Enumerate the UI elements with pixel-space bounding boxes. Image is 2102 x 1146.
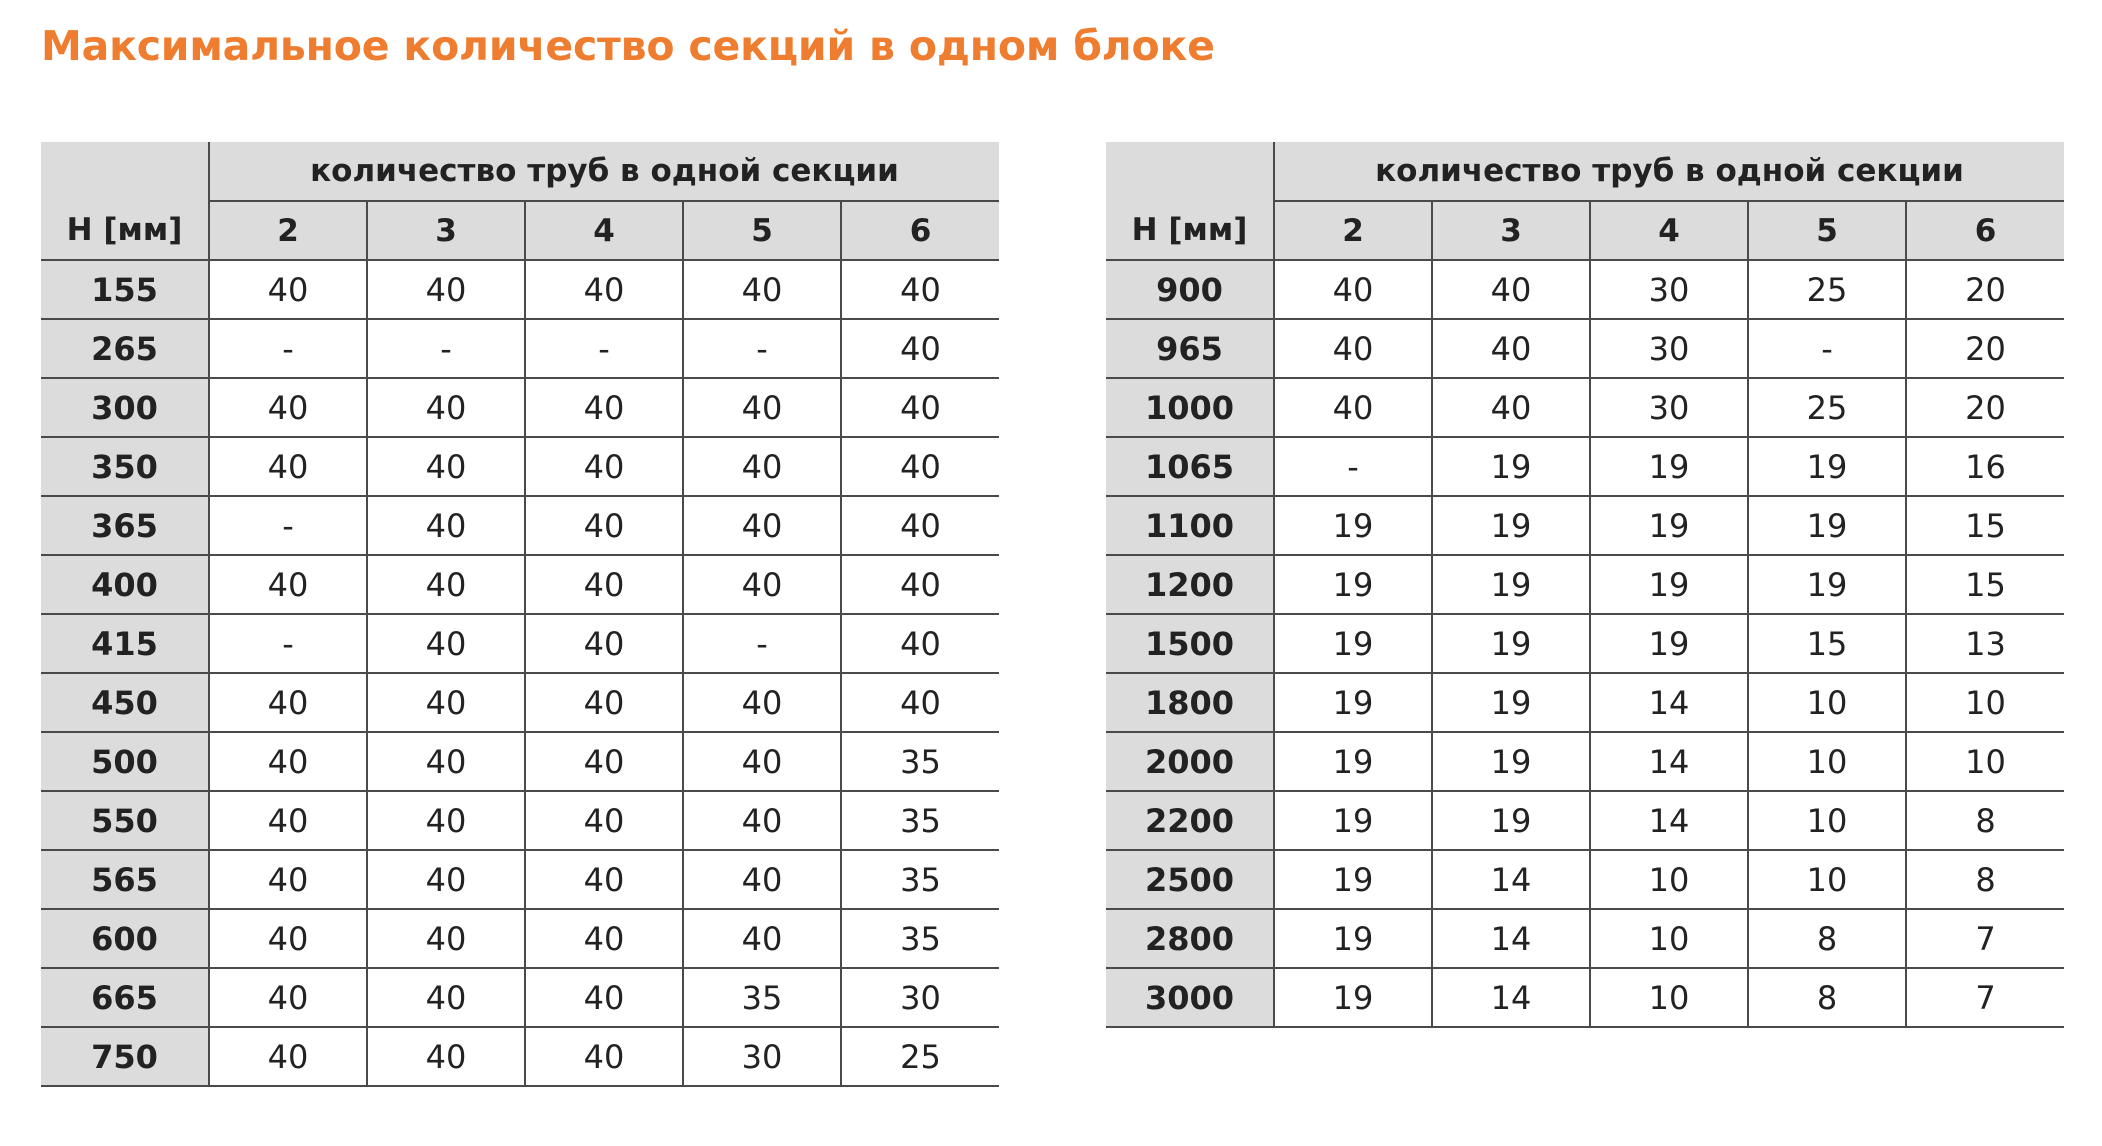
value-cell: 14 bbox=[1590, 673, 1748, 732]
value-cell: 40 bbox=[525, 614, 683, 673]
value-cell: 19 bbox=[1432, 614, 1590, 673]
table-row bbox=[41, 791, 999, 850]
value-cell: 30 bbox=[683, 1027, 841, 1086]
value-cell: 8 bbox=[1906, 791, 2064, 850]
row-height-cell: 665 bbox=[41, 968, 209, 1027]
row-height-cell: 265 bbox=[41, 319, 209, 378]
row-height-cell: 2500 bbox=[1106, 850, 1274, 909]
row-height-cell: 1065 bbox=[1106, 437, 1274, 496]
value-cell: 40 bbox=[683, 437, 841, 496]
value-cell: 40 bbox=[367, 555, 525, 614]
value-cell: 19 bbox=[1590, 437, 1748, 496]
value-cell: - bbox=[683, 614, 841, 673]
row-height-cell: 2800 bbox=[1106, 909, 1274, 968]
value-cell: 19 bbox=[1274, 614, 1432, 673]
row-height-cell: 500 bbox=[41, 732, 209, 791]
column-header: 5 bbox=[1748, 201, 1906, 260]
value-cell: 19 bbox=[1274, 850, 1432, 909]
table-row bbox=[1106, 378, 2064, 437]
value-cell: 40 bbox=[367, 673, 525, 732]
value-cell: 14 bbox=[1432, 968, 1590, 1027]
value-cell: 40 bbox=[841, 319, 999, 378]
table-row bbox=[1106, 732, 2064, 791]
value-cell: - bbox=[525, 319, 683, 378]
value-cell: 40 bbox=[683, 850, 841, 909]
row-height-cell: 2200 bbox=[1106, 791, 1274, 850]
row-height-cell: 300 bbox=[41, 378, 209, 437]
table-row bbox=[1106, 791, 2064, 850]
value-cell: 7 bbox=[1906, 968, 2064, 1027]
value-cell: 16 bbox=[1906, 437, 2064, 496]
value-cell: 10 bbox=[1748, 850, 1906, 909]
value-cell: 40 bbox=[683, 909, 841, 968]
value-cell: 19 bbox=[1748, 555, 1906, 614]
value-cell: 40 bbox=[525, 732, 683, 791]
row-height-cell: 400 bbox=[41, 555, 209, 614]
value-cell: 40 bbox=[209, 437, 367, 496]
table-row bbox=[1106, 260, 2064, 319]
value-cell: 15 bbox=[1906, 555, 2064, 614]
value-cell: 30 bbox=[1590, 378, 1748, 437]
value-cell: 14 bbox=[1432, 909, 1590, 968]
row-height-cell: 550 bbox=[41, 791, 209, 850]
value-cell: 8 bbox=[1748, 909, 1906, 968]
table-row bbox=[41, 496, 999, 555]
column-header: 4 bbox=[1590, 201, 1748, 260]
row-height-cell: 450 bbox=[41, 673, 209, 732]
value-cell: 40 bbox=[367, 437, 525, 496]
table-row bbox=[41, 319, 999, 378]
value-cell: 30 bbox=[1590, 260, 1748, 319]
table-row bbox=[41, 437, 999, 496]
value-cell: 20 bbox=[1906, 319, 2064, 378]
value-cell: 19 bbox=[1274, 791, 1432, 850]
value-cell: 40 bbox=[209, 673, 367, 732]
value-cell: 40 bbox=[209, 378, 367, 437]
value-cell: 40 bbox=[209, 791, 367, 850]
value-cell: 40 bbox=[209, 260, 367, 319]
value-cell: 40 bbox=[683, 791, 841, 850]
value-cell: 40 bbox=[525, 791, 683, 850]
row-height-cell: 350 bbox=[41, 437, 209, 496]
sections-table-right bbox=[1106, 142, 2064, 1028]
value-cell: 40 bbox=[367, 378, 525, 437]
value-cell: 40 bbox=[841, 437, 999, 496]
table-row bbox=[41, 260, 999, 319]
value-cell: 35 bbox=[683, 968, 841, 1027]
group-header: количество труб в одной секции bbox=[1274, 142, 2064, 201]
value-cell: 10 bbox=[1748, 732, 1906, 791]
row-height-cell: 1000 bbox=[1106, 378, 1274, 437]
value-cell: 40 bbox=[525, 1027, 683, 1086]
value-cell: 40 bbox=[209, 555, 367, 614]
table-row bbox=[41, 850, 999, 909]
value-cell: 19 bbox=[1748, 437, 1906, 496]
table-row bbox=[41, 555, 999, 614]
value-cell: 10 bbox=[1906, 673, 2064, 732]
sections-table-left bbox=[41, 142, 999, 1087]
value-cell: 10 bbox=[1906, 732, 2064, 791]
row-height-cell: 965 bbox=[1106, 319, 1274, 378]
value-cell: 40 bbox=[525, 496, 683, 555]
table-row bbox=[1106, 319, 2064, 378]
row-height-cell: 2000 bbox=[1106, 732, 1274, 791]
value-cell: 19 bbox=[1274, 555, 1432, 614]
value-cell: 35 bbox=[841, 909, 999, 968]
value-cell: 19 bbox=[1432, 437, 1590, 496]
table-row bbox=[1106, 614, 2064, 673]
value-cell: 35 bbox=[841, 791, 999, 850]
value-cell: 14 bbox=[1590, 732, 1748, 791]
value-cell: 10 bbox=[1590, 968, 1748, 1027]
column-header: 6 bbox=[841, 201, 999, 260]
table-row bbox=[41, 1027, 999, 1086]
value-cell: 25 bbox=[841, 1027, 999, 1086]
row-height-cell: 155 bbox=[41, 260, 209, 319]
value-cell: 40 bbox=[841, 614, 999, 673]
value-cell: 19 bbox=[1590, 496, 1748, 555]
table-row bbox=[41, 968, 999, 1027]
value-cell: 40 bbox=[683, 260, 841, 319]
value-cell: - bbox=[209, 614, 367, 673]
value-cell: 40 bbox=[367, 614, 525, 673]
page-title: Максимальное количество секций в одном блоке bbox=[41, 22, 1215, 70]
header-blank-cell bbox=[1106, 142, 1274, 201]
value-cell: 40 bbox=[525, 968, 683, 1027]
value-cell: 7 bbox=[1906, 909, 2064, 968]
row-height-cell: 1100 bbox=[1106, 496, 1274, 555]
value-cell: 40 bbox=[841, 378, 999, 437]
value-cell: 40 bbox=[209, 732, 367, 791]
row-height-cell: 900 bbox=[1106, 260, 1274, 319]
value-cell: 40 bbox=[209, 968, 367, 1027]
column-header: 5 bbox=[683, 201, 841, 260]
value-cell: 40 bbox=[841, 260, 999, 319]
table-row bbox=[41, 673, 999, 732]
value-cell: 40 bbox=[841, 555, 999, 614]
value-cell: 40 bbox=[525, 673, 683, 732]
row-height-cell: 565 bbox=[41, 850, 209, 909]
value-cell: 20 bbox=[1906, 378, 2064, 437]
table-row bbox=[1106, 909, 2064, 968]
value-cell: 40 bbox=[525, 850, 683, 909]
table-row bbox=[41, 378, 999, 437]
value-cell: 40 bbox=[841, 673, 999, 732]
value-cell: 8 bbox=[1748, 968, 1906, 1027]
value-cell: 25 bbox=[1748, 260, 1906, 319]
row-height-cell: 600 bbox=[41, 909, 209, 968]
value-cell: 40 bbox=[209, 850, 367, 909]
column-header: 6 bbox=[1906, 201, 2064, 260]
value-cell: 40 bbox=[683, 732, 841, 791]
value-cell: 30 bbox=[1590, 319, 1748, 378]
value-cell: 40 bbox=[1274, 260, 1432, 319]
value-cell: 10 bbox=[1590, 850, 1748, 909]
value-cell: 15 bbox=[1748, 614, 1906, 673]
column-header: 3 bbox=[1432, 201, 1590, 260]
value-cell: 40 bbox=[367, 732, 525, 791]
table-row bbox=[41, 909, 999, 968]
column-header: 2 bbox=[1274, 201, 1432, 260]
row-height-cell: 1200 bbox=[1106, 555, 1274, 614]
value-cell: 40 bbox=[209, 909, 367, 968]
value-cell: 40 bbox=[367, 968, 525, 1027]
value-cell: 19 bbox=[1274, 673, 1432, 732]
table-row bbox=[1106, 437, 2064, 496]
value-cell: 40 bbox=[841, 496, 999, 555]
table-row bbox=[1106, 968, 2064, 1027]
value-cell: 40 bbox=[1432, 260, 1590, 319]
value-cell: 40 bbox=[1274, 319, 1432, 378]
value-cell: 35 bbox=[841, 732, 999, 791]
value-cell: 14 bbox=[1590, 791, 1748, 850]
table-row bbox=[1106, 850, 2064, 909]
row-height-cell: 1500 bbox=[1106, 614, 1274, 673]
value-cell: 40 bbox=[367, 850, 525, 909]
value-cell: 35 bbox=[841, 850, 999, 909]
value-cell: 10 bbox=[1590, 909, 1748, 968]
value-cell: - bbox=[1274, 437, 1432, 496]
value-cell: 40 bbox=[525, 260, 683, 319]
value-cell: 19 bbox=[1432, 555, 1590, 614]
table-body bbox=[1106, 260, 2064, 1027]
value-cell: 19 bbox=[1590, 555, 1748, 614]
value-cell: 40 bbox=[525, 437, 683, 496]
table-body bbox=[41, 260, 999, 1086]
table-row bbox=[1106, 555, 2064, 614]
value-cell: 40 bbox=[367, 260, 525, 319]
group-header: количество труб в одной секции bbox=[209, 142, 999, 201]
value-cell: 40 bbox=[367, 791, 525, 850]
value-cell: 15 bbox=[1906, 496, 2064, 555]
table-row bbox=[1106, 496, 2064, 555]
value-cell: 10 bbox=[1748, 673, 1906, 732]
row-height-cell: 3000 bbox=[1106, 968, 1274, 1027]
value-cell: 40 bbox=[1432, 319, 1590, 378]
table-row bbox=[41, 614, 999, 673]
value-cell: 40 bbox=[1432, 378, 1590, 437]
value-cell: 40 bbox=[367, 496, 525, 555]
table-row bbox=[1106, 673, 2064, 732]
value-cell: 13 bbox=[1906, 614, 2064, 673]
value-cell: 10 bbox=[1748, 791, 1906, 850]
h-column-header: H [мм] bbox=[1106, 201, 1274, 260]
value-cell: 40 bbox=[209, 1027, 367, 1086]
value-cell: 40 bbox=[525, 555, 683, 614]
value-cell: 8 bbox=[1906, 850, 2064, 909]
value-cell: 19 bbox=[1274, 968, 1432, 1027]
column-header: 3 bbox=[367, 201, 525, 260]
value-cell: - bbox=[209, 319, 367, 378]
value-cell: - bbox=[1748, 319, 1906, 378]
value-cell: 14 bbox=[1432, 850, 1590, 909]
value-cell: 19 bbox=[1432, 732, 1590, 791]
value-cell: 25 bbox=[1748, 378, 1906, 437]
value-cell: - bbox=[209, 496, 367, 555]
column-header: 2 bbox=[209, 201, 367, 260]
value-cell: 19 bbox=[1748, 496, 1906, 555]
value-cell: 40 bbox=[683, 378, 841, 437]
value-cell: 20 bbox=[1906, 260, 2064, 319]
header-blank-cell bbox=[41, 142, 209, 201]
value-cell: 19 bbox=[1432, 496, 1590, 555]
value-cell: 40 bbox=[525, 909, 683, 968]
value-cell: 40 bbox=[367, 1027, 525, 1086]
value-cell: 30 bbox=[841, 968, 999, 1027]
value-cell: 40 bbox=[683, 496, 841, 555]
row-height-cell: 750 bbox=[41, 1027, 209, 1086]
value-cell: 19 bbox=[1274, 496, 1432, 555]
h-column-header: H [мм] bbox=[41, 201, 209, 260]
row-height-cell: 1800 bbox=[1106, 673, 1274, 732]
value-cell: 19 bbox=[1432, 791, 1590, 850]
value-cell: 40 bbox=[1274, 378, 1432, 437]
value-cell: 19 bbox=[1274, 732, 1432, 791]
value-cell: 19 bbox=[1274, 909, 1432, 968]
value-cell: 19 bbox=[1432, 673, 1590, 732]
value-cell: 19 bbox=[1590, 614, 1748, 673]
value-cell: - bbox=[683, 319, 841, 378]
value-cell: - bbox=[367, 319, 525, 378]
value-cell: 40 bbox=[367, 909, 525, 968]
row-height-cell: 415 bbox=[41, 614, 209, 673]
column-header: 4 bbox=[525, 201, 683, 260]
table-row bbox=[41, 732, 999, 791]
row-height-cell: 365 bbox=[41, 496, 209, 555]
value-cell: 40 bbox=[525, 378, 683, 437]
value-cell: 40 bbox=[683, 673, 841, 732]
value-cell: 40 bbox=[683, 555, 841, 614]
